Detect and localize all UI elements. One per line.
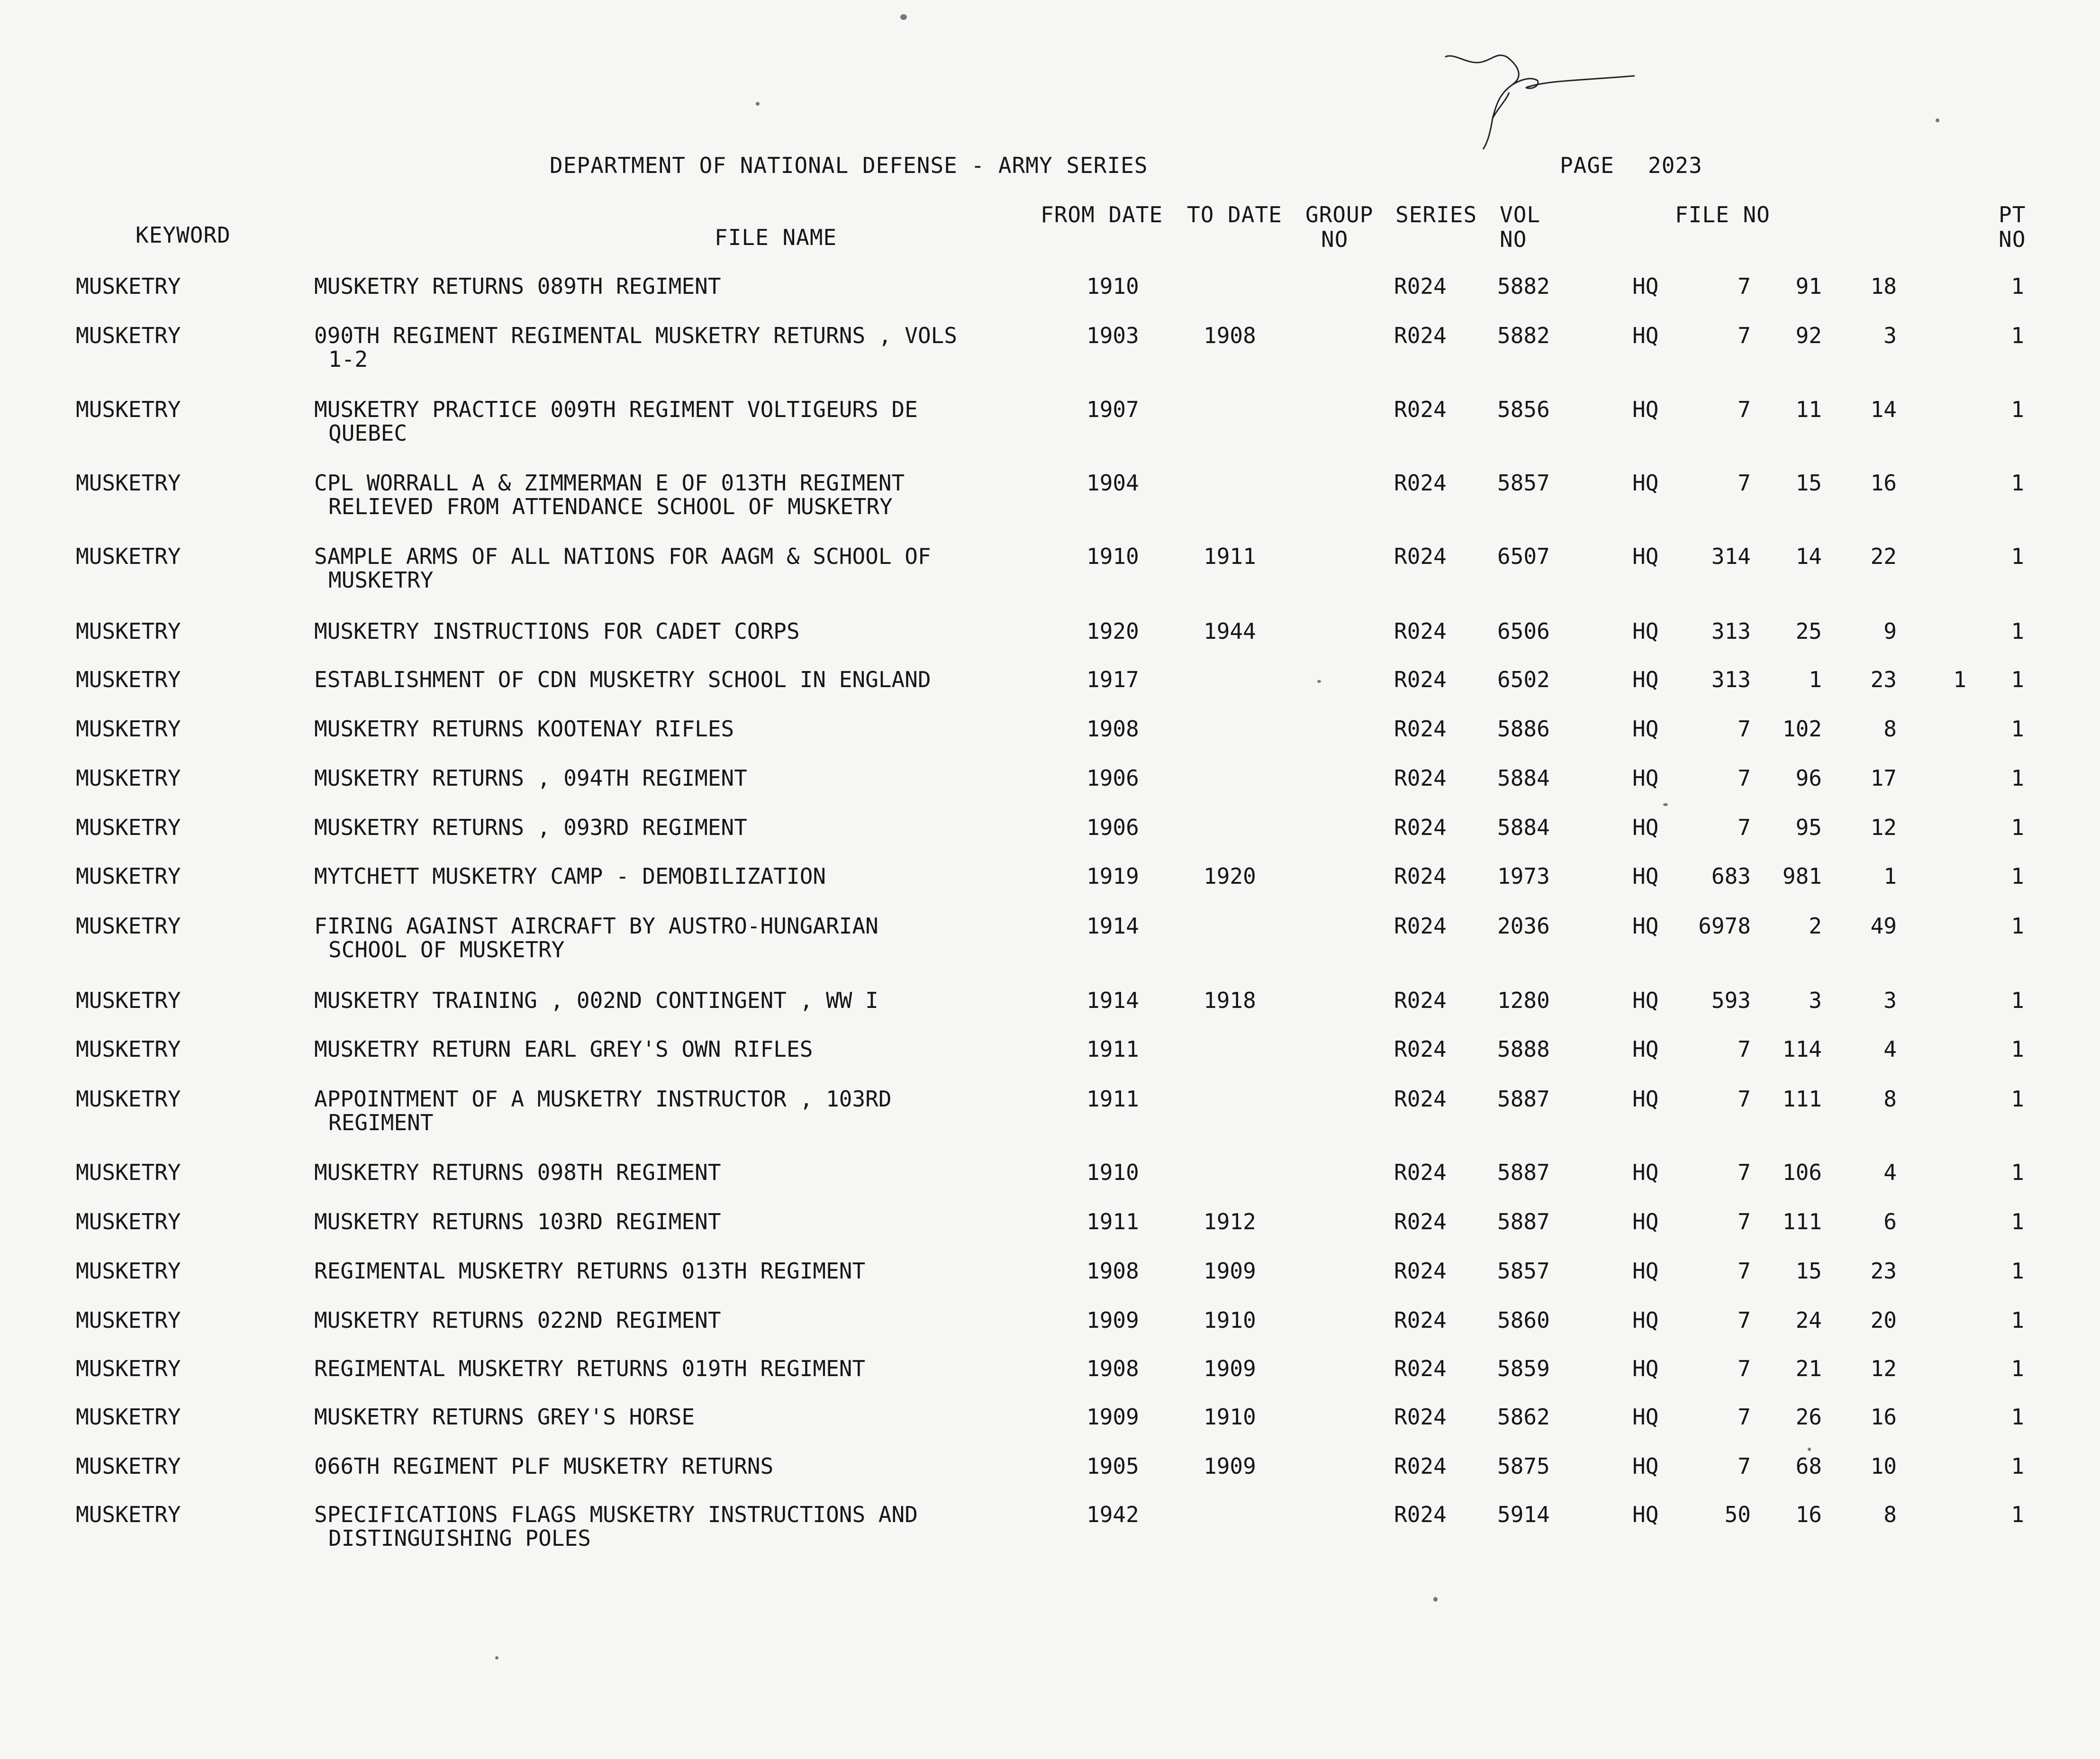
cell-file-no-3: 23	[1870, 667, 1897, 692]
cell-file-name: MUSKETRY RETURNS 089TH REGIMENT	[314, 273, 721, 299]
cell-vol-no: 1973	[1497, 863, 1550, 889]
cell-vol-no: 5886	[1497, 716, 1550, 742]
cell-from-date: 1910	[1086, 273, 1139, 299]
cell-pt-no: 1	[2011, 913, 2024, 939]
cell-pt-no: 1	[2011, 1453, 2024, 1479]
cell-file-no-2: 981	[1782, 863, 1822, 889]
cell-file-prefix: HQ	[1632, 1404, 1659, 1430]
column-header-vol: VOL	[1500, 202, 1541, 227]
cell-file-no-2: 96	[1795, 765, 1822, 791]
cell-to-date: 1909	[1204, 1258, 1256, 1284]
cell-file-prefix: HQ	[1632, 1502, 1659, 1527]
cell-pt-no: 1	[2011, 988, 2024, 1013]
cell-from-date: 1917	[1086, 667, 1139, 692]
table-row	[0, 1405, 2100, 1457]
cell-file-prefix: HQ	[1632, 618, 1659, 644]
cell-file-name: CPL WORRALL A & ZIMMERMAN E OF 013TH REGIMENT	[314, 470, 905, 496]
cell-file-prefix: HQ	[1632, 667, 1659, 692]
cell-file-no-3: 16	[1870, 470, 1897, 496]
table-row	[0, 815, 2100, 867]
cell-series: R024	[1394, 815, 1447, 840]
cell-to-date: 1912	[1204, 1209, 1256, 1234]
cell-file-name: 090TH REGIMENT REGIMENTAL MUSKETRY RETURNS , VOLS	[314, 323, 958, 348]
table-row	[0, 988, 2100, 1040]
cell-file-no-3: 10	[1870, 1453, 1897, 1479]
cell-to-date: 1920	[1204, 863, 1256, 889]
cell-file-no-3: 3	[1883, 323, 1897, 348]
cell-file-no-1: 7	[1738, 1036, 1751, 1062]
cell-series: R024	[1394, 618, 1447, 644]
cell-file-prefix: HQ	[1632, 1209, 1659, 1234]
cell-file-no-2: 24	[1795, 1307, 1822, 1333]
cell-pt-no: 1	[2011, 397, 2024, 422]
cell-from-date: 1908	[1086, 1356, 1139, 1381]
cell-file-name: SAMPLE ARMS OF ALL NATIONS FOR AAGM & SCHOOL OF	[314, 544, 931, 569]
cell-file-prefix: HQ	[1632, 273, 1659, 299]
cell-file-prefix: HQ	[1632, 470, 1659, 496]
cell-file-name: MUSKETRY INSTRUCTIONS FOR CADET CORPS	[314, 618, 800, 644]
column-header-series: SERIES	[1395, 202, 1477, 227]
cell-vol-no: 1280	[1497, 988, 1550, 1013]
cell-file-no-1: 7	[1738, 1307, 1751, 1333]
cell-vol-no: 5862	[1497, 1404, 1550, 1430]
cell-series: R024	[1394, 1453, 1447, 1479]
cell-from-date: 1906	[1086, 765, 1139, 791]
table-row	[0, 323, 2100, 375]
cell-vol-no: 5882	[1497, 323, 1550, 348]
cell-from-date: 1919	[1086, 863, 1139, 889]
cell-file-no-2: 68	[1795, 1453, 1822, 1479]
column-header-group-no: NO	[1321, 227, 1349, 252]
cell-file-no-1: 7	[1738, 765, 1751, 791]
cell-file-no-3: 20	[1870, 1307, 1897, 1333]
cell-file-name-continued: REGIMENT	[328, 1110, 434, 1135]
table-row	[0, 1454, 2100, 1506]
cell-series: R024	[1394, 863, 1447, 889]
cell-series: R024	[1394, 1086, 1447, 1112]
cell-to-date: 1908	[1204, 323, 1256, 348]
table-row	[0, 471, 2100, 523]
cell-file-name: FIRING AGAINST AIRCRAFT BY AUSTRO-HUNGARIAN	[314, 913, 878, 939]
cell-file-name: REGIMENTAL MUSKETRY RETURNS 019TH REGIMENT	[314, 1356, 866, 1381]
cell-keyword: MUSKETRY	[76, 1036, 181, 1062]
cell-series: R024	[1394, 1160, 1447, 1185]
cell-file-no-1: 7	[1738, 1086, 1751, 1112]
cell-series: R024	[1394, 988, 1447, 1013]
cell-pt-no: 1	[2011, 323, 2024, 348]
table-row	[0, 667, 2100, 719]
cell-from-date: 1910	[1086, 544, 1139, 569]
cell-file-no-3: 14	[1870, 397, 1897, 422]
cell-file-no-2: 91	[1795, 273, 1822, 299]
cell-file-prefix: HQ	[1632, 1453, 1659, 1479]
cell-file-prefix: HQ	[1632, 863, 1659, 889]
cell-keyword: MUSKETRY	[76, 397, 181, 422]
cell-keyword: MUSKETRY	[76, 1258, 181, 1284]
column-header-group: GROUP	[1305, 202, 1374, 227]
cell-file-no-2: 92	[1795, 323, 1822, 348]
cell-file-no-2: 16	[1795, 1502, 1822, 1527]
cell-keyword: MUSKETRY	[76, 1356, 181, 1381]
cell-pt-no: 1	[2011, 1356, 2024, 1381]
cell-file-no-2: 114	[1782, 1036, 1822, 1062]
cell-pt-no: 1	[2011, 765, 2024, 791]
cell-file-no-2: 95	[1795, 815, 1822, 840]
table-row	[0, 619, 2100, 671]
table-row	[0, 544, 2100, 596]
cell-from-date: 1910	[1086, 1160, 1139, 1185]
cell-keyword: MUSKETRY	[76, 1404, 181, 1430]
cell-file-name-continued: QUEBEC	[328, 420, 407, 446]
cell-file-no-1: 50	[1724, 1502, 1751, 1527]
cell-from-date: 1903	[1086, 323, 1139, 348]
table-row	[0, 716, 2100, 769]
cell-pt-no: 1	[2011, 1502, 2024, 1527]
cell-keyword: MUSKETRY	[76, 1307, 181, 1333]
cell-file-no-1: 7	[1738, 1209, 1751, 1234]
cell-file-name: MUSKETRY RETURN EARL GREY'S OWN RIFLES	[314, 1036, 813, 1062]
cell-file-no-1: 7	[1738, 1453, 1751, 1479]
cell-pt-no: 1	[2011, 1209, 2024, 1234]
cell-from-date: 1911	[1086, 1036, 1139, 1062]
cell-file-name: MYTCHETT MUSKETRY CAMP - DEMOBILIZATION	[314, 863, 826, 889]
column-header-pt-no: NO	[1999, 227, 2026, 252]
cell-file-name: MUSKETRY TRAINING , 002ND CONTINGENT , WW I	[314, 988, 878, 1013]
cell-from-date: 1920	[1086, 618, 1139, 644]
cell-series: R024	[1394, 765, 1447, 791]
cell-keyword: MUSKETRY	[76, 988, 181, 1013]
cell-vol-no: 5887	[1497, 1086, 1550, 1112]
cell-series: R024	[1394, 1356, 1447, 1381]
cell-series: R024	[1394, 397, 1447, 422]
cell-pt-no: 1	[2011, 667, 2024, 692]
cell-keyword: MUSKETRY	[76, 863, 181, 889]
cell-file-no-1: 314	[1711, 544, 1751, 569]
cell-vol-no: 2036	[1497, 913, 1550, 939]
cell-vol-no: 5856	[1497, 397, 1550, 422]
cell-file-no-1: 313	[1711, 667, 1751, 692]
cell-file-name: MUSKETRY RETURNS 098TH REGIMENT	[314, 1160, 721, 1185]
table-row	[0, 1037, 2100, 1089]
column-header-keyword: KEYWORD	[136, 222, 231, 248]
cell-file-no-1: 7	[1738, 716, 1751, 742]
cell-file-prefix: HQ	[1632, 815, 1659, 840]
cell-file-prefix: HQ	[1632, 1258, 1659, 1284]
cell-vol-no: 5888	[1497, 1036, 1550, 1062]
cell-from-date: 1907	[1086, 397, 1139, 422]
cell-file-prefix: HQ	[1632, 765, 1659, 791]
cell-file-no-2: 111	[1782, 1086, 1822, 1112]
cell-file-no-3: 1	[1883, 863, 1897, 889]
cell-to-date: 1910	[1204, 1307, 1256, 1333]
cell-file-no-3: 16	[1870, 1404, 1897, 1430]
cell-file-no-2: 15	[1795, 470, 1822, 496]
cell-vol-no: 5860	[1497, 1307, 1550, 1333]
cell-series: R024	[1394, 1036, 1447, 1062]
cell-pt-no: 1	[2011, 470, 2024, 496]
cell-file-no-2: 106	[1782, 1160, 1822, 1185]
cell-file-no-3: 18	[1870, 273, 1897, 299]
cell-file-no-2: 21	[1795, 1356, 1822, 1381]
cell-series: R024	[1394, 273, 1447, 299]
cell-series: R024	[1394, 1502, 1447, 1527]
cell-pt-no: 1	[2011, 1404, 2024, 1430]
cell-series: R024	[1394, 1307, 1447, 1333]
cell-from-date: 1909	[1086, 1307, 1139, 1333]
cell-file-no-1: 313	[1711, 618, 1751, 644]
cell-series: R024	[1394, 667, 1447, 692]
cell-keyword: MUSKETRY	[76, 815, 181, 840]
cell-series: R024	[1394, 1404, 1447, 1430]
cell-file-no-3: 9	[1883, 618, 1897, 644]
cell-file-no-1: 7	[1738, 1404, 1751, 1430]
cell-file-no-2: 26	[1795, 1404, 1822, 1430]
cell-series: R024	[1394, 544, 1447, 569]
cell-file-no-1: 7	[1738, 1356, 1751, 1381]
cell-file-name-continued: 1-2	[328, 346, 368, 372]
cell-pt-no: 1	[2011, 1307, 2024, 1333]
cell-pt-no: 1	[2011, 273, 2024, 299]
cell-keyword: MUSKETRY	[76, 1453, 181, 1479]
cell-series: R024	[1394, 470, 1447, 496]
cell-file-no-3: 12	[1870, 1356, 1897, 1381]
table-row	[0, 766, 2100, 818]
cell-file-no-1: 7	[1738, 397, 1751, 422]
cell-file-prefix: HQ	[1632, 1356, 1659, 1381]
cell-vol-no: 5857	[1497, 1258, 1550, 1284]
cell-pt-no: 1	[2011, 544, 2024, 569]
cell-file-name: MUSKETRY RETURNS 103RD REGIMENT	[314, 1209, 721, 1234]
cell-file-no-1: 6978	[1698, 913, 1751, 939]
table-row	[0, 1308, 2100, 1360]
cell-file-no-1: 7	[1738, 273, 1751, 299]
cell-to-date: 1910	[1204, 1404, 1256, 1430]
cell-file-no-1: 7	[1738, 323, 1751, 348]
cell-vol-no: 5884	[1497, 765, 1550, 791]
cell-file-prefix: HQ	[1632, 397, 1659, 422]
cell-keyword: MUSKETRY	[76, 618, 181, 644]
cell-file-no-3: 8	[1883, 716, 1897, 742]
cell-keyword: MUSKETRY	[76, 1502, 181, 1527]
cell-vol-no: 5914	[1497, 1502, 1550, 1527]
cell-file-name: MUSKETRY RETURNS , 093RD REGIMENT	[314, 815, 747, 840]
cell-series: R024	[1394, 1258, 1447, 1284]
cell-file-prefix: HQ	[1632, 544, 1659, 569]
cell-from-date: 1914	[1086, 913, 1139, 939]
page-number: 2023	[1648, 153, 1702, 178]
cell-file-no-3: 12	[1870, 815, 1897, 840]
table-row	[0, 914, 2100, 966]
cell-vol-no: 5887	[1497, 1209, 1550, 1234]
cell-file-no-3: 4	[1883, 1036, 1897, 1062]
cell-file-no-1: 593	[1711, 988, 1751, 1013]
cell-file-name: ESTABLISHMENT OF CDN MUSKETRY SCHOOL IN ENGLAND	[314, 667, 931, 692]
cell-keyword: MUSKETRY	[76, 667, 181, 692]
table-row	[0, 864, 2100, 916]
cell-keyword: MUSKETRY	[76, 273, 181, 299]
cell-file-no-1: 7	[1738, 815, 1751, 840]
cell-file-no-2: 102	[1782, 716, 1822, 742]
cell-vol-no: 5857	[1497, 470, 1550, 496]
column-header-file-name: FILE NAME	[715, 225, 837, 250]
column-header-to-date: TO DATE	[1187, 202, 1282, 227]
cell-file-name: REGIMENTAL MUSKETRY RETURNS 013TH REGIMENT	[314, 1258, 866, 1284]
cell-keyword: MUSKETRY	[76, 544, 181, 569]
cell-file-no-3: 23	[1870, 1258, 1897, 1284]
cell-file-name-continued: MUSKETRY	[328, 567, 434, 593]
table-row	[0, 1160, 2100, 1212]
cell-file-no-2: 3	[1809, 988, 1822, 1013]
cell-pt-no: 1	[2011, 1160, 2024, 1185]
cell-file-prefix: HQ	[1632, 1307, 1659, 1333]
cell-from-date: 1942	[1086, 1502, 1139, 1527]
cell-file-name: SPECIFICATIONS FLAGS MUSKETRY INSTRUCTIONS AND	[314, 1502, 918, 1527]
cell-to-date: 1911	[1204, 544, 1256, 569]
cell-pt-no: 1	[2011, 618, 2024, 644]
column-header-file-no: FILE NO	[1675, 202, 1770, 227]
cell-pt-no: 1	[2011, 1258, 2024, 1284]
cell-file-name: 066TH REGIMENT PLF MUSKETRY RETURNS	[314, 1453, 774, 1479]
cell-keyword: MUSKETRY	[76, 1086, 181, 1112]
table-row	[0, 1209, 2100, 1261]
cell-file-prefix: HQ	[1632, 1036, 1659, 1062]
document-title: DEPARTMENT OF NATIONAL DEFENSE - ARMY SERIES	[550, 153, 1148, 178]
cell-keyword: MUSKETRY	[76, 716, 181, 742]
cell-file-prefix: HQ	[1632, 913, 1659, 939]
cell-to-date: 1909	[1204, 1356, 1256, 1381]
cell-file-name: MUSKETRY RETURNS GREY'S HORSE	[314, 1404, 695, 1430]
cell-extra: 1	[1953, 667, 1966, 692]
cell-keyword: MUSKETRY	[76, 765, 181, 791]
cell-from-date: 1908	[1086, 1258, 1139, 1284]
cell-vol-no: 5882	[1497, 273, 1550, 299]
cell-pt-no: 1	[2011, 1086, 2024, 1112]
table-row	[0, 397, 2100, 449]
cell-file-no-2: 1	[1809, 667, 1822, 692]
cell-pt-no: 1	[2011, 1036, 2024, 1062]
cell-file-prefix: HQ	[1632, 1086, 1659, 1112]
cell-from-date: 1905	[1086, 1453, 1139, 1479]
cell-file-no-1: 7	[1738, 470, 1751, 496]
cell-keyword: MUSKETRY	[76, 913, 181, 939]
column-header-vol-no: NO	[1500, 227, 1527, 252]
cell-vol-no: 6506	[1497, 618, 1550, 644]
cell-file-no-2: 11	[1795, 397, 1822, 422]
cell-file-name: MUSKETRY RETURNS KOOTENAY RIFLES	[314, 716, 734, 742]
cell-file-no-2: 111	[1782, 1209, 1822, 1234]
cell-file-no-1: 7	[1738, 1258, 1751, 1284]
table-row	[0, 1259, 2100, 1311]
cell-file-no-2: 25	[1795, 618, 1822, 644]
cell-file-prefix: HQ	[1632, 1160, 1659, 1185]
cell-vol-no: 5887	[1497, 1160, 1550, 1185]
cell-file-name: APPOINTMENT OF A MUSKETRY INSTRUCTOR , 103RD	[314, 1086, 892, 1112]
cell-to-date: 1909	[1204, 1453, 1256, 1479]
table-row	[0, 1502, 2100, 1554]
cell-series: R024	[1394, 913, 1447, 939]
cell-keyword: MUSKETRY	[76, 470, 181, 496]
cell-file-prefix: HQ	[1632, 716, 1659, 742]
cell-pt-no: 1	[2011, 863, 2024, 889]
cell-file-no-3: 6	[1883, 1209, 1897, 1234]
cell-file-prefix: HQ	[1632, 323, 1659, 348]
cell-to-date: 1918	[1204, 988, 1256, 1013]
cell-file-no-3: 49	[1870, 913, 1897, 939]
cell-file-name-continued: DISTINGUISHING POLES	[328, 1525, 591, 1551]
cell-file-no-3: 3	[1883, 988, 1897, 1013]
cell-file-name: MUSKETRY RETURNS , 094TH REGIMENT	[314, 765, 747, 791]
cell-from-date: 1911	[1086, 1209, 1139, 1234]
cell-file-name-continued: RELIEVED FROM ATTENDANCE SCHOOL OF MUSKETRY	[328, 494, 893, 519]
cell-keyword: MUSKETRY	[76, 323, 181, 348]
cell-from-date: 1911	[1086, 1086, 1139, 1112]
cell-from-date: 1906	[1086, 815, 1139, 840]
cell-file-name: MUSKETRY PRACTICE 009TH REGIMENT VOLTIGEURS DE	[314, 397, 918, 422]
handwritten-scribble	[1436, 47, 1654, 161]
cell-from-date: 1914	[1086, 988, 1139, 1013]
cell-file-name-continued: SCHOOL OF MUSKETRY	[328, 937, 565, 962]
cell-file-no-2: 15	[1795, 1258, 1822, 1284]
cell-file-name: MUSKETRY RETURNS 022ND REGIMENT	[314, 1307, 721, 1333]
cell-file-no-1: 7	[1738, 1160, 1751, 1185]
cell-file-no-1: 683	[1711, 863, 1751, 889]
cell-vol-no: 6502	[1497, 667, 1550, 692]
cell-file-no-3: 4	[1883, 1160, 1897, 1185]
cell-file-no-3: 8	[1883, 1086, 1897, 1112]
table-row	[0, 274, 2100, 326]
cell-keyword: MUSKETRY	[76, 1209, 181, 1234]
table-row	[0, 1087, 2100, 1139]
cell-file-prefix: HQ	[1632, 988, 1659, 1013]
cell-series: R024	[1394, 1209, 1447, 1234]
cell-pt-no: 1	[2011, 815, 2024, 840]
table-row	[0, 1356, 2100, 1408]
cell-vol-no: 6507	[1497, 544, 1550, 569]
cell-pt-no: 1	[2011, 716, 2024, 742]
column-header-pt: PT	[1999, 202, 2026, 227]
cell-file-no-3: 8	[1883, 1502, 1897, 1527]
cell-vol-no: 5884	[1497, 815, 1550, 840]
column-header-from-date: FROM DATE	[1041, 202, 1163, 227]
cell-file-no-3: 17	[1870, 765, 1897, 791]
page-label: PAGE	[1560, 153, 1614, 178]
cell-series: R024	[1394, 323, 1447, 348]
cell-from-date: 1904	[1086, 470, 1139, 496]
cell-to-date: 1944	[1204, 618, 1256, 644]
cell-file-no-2: 2	[1809, 913, 1822, 939]
cell-vol-no: 5859	[1497, 1356, 1550, 1381]
cell-file-no-2: 14	[1795, 544, 1822, 569]
cell-from-date: 1908	[1086, 716, 1139, 742]
cell-series: R024	[1394, 716, 1447, 742]
cell-from-date: 1909	[1086, 1404, 1139, 1430]
cell-keyword: MUSKETRY	[76, 1160, 181, 1185]
cell-vol-no: 5875	[1497, 1453, 1550, 1479]
cell-file-no-3: 22	[1870, 544, 1897, 569]
